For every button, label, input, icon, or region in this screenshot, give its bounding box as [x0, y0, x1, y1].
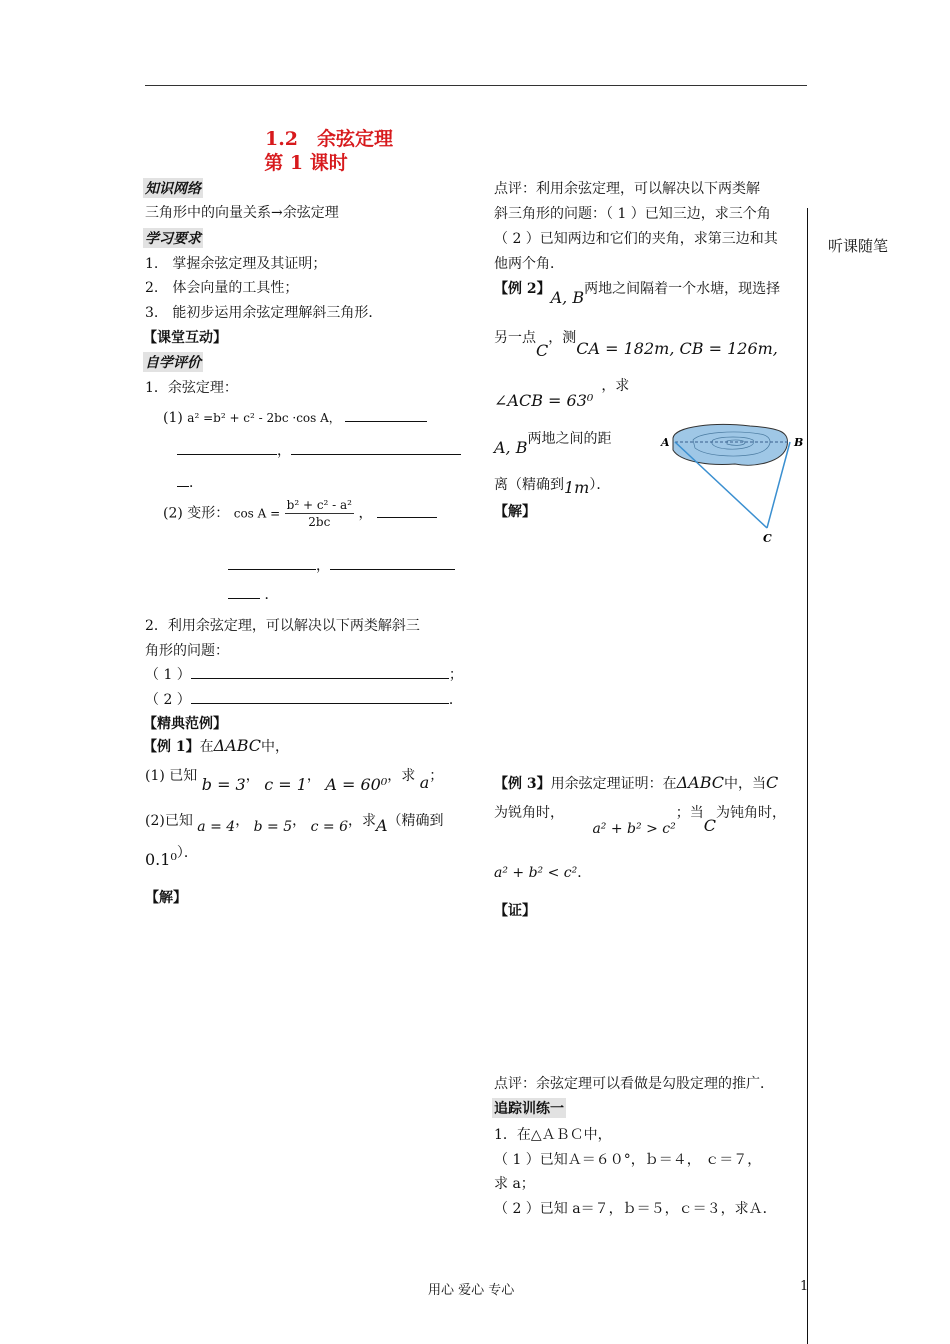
requirement-item: 1. 掌握余弦定理及其证明；: [145, 256, 327, 272]
q2-item-2: （ 2 ） ．: [145, 689, 463, 709]
q1-1-blanks: ，: [177, 440, 461, 460]
tracking-q1-part1-ask: 求 a；: [494, 1176, 535, 1192]
comment-2: 点评：余弦定理可以看做是勾股定理的推广．: [494, 1076, 774, 1092]
answer-blank[interactable]: [191, 664, 449, 679]
answer-blank[interactable]: [345, 407, 427, 422]
tracking-q1-part1: （ 1 ）已知Ａ＝６０°，ｂ＝４， ｃ＝７，: [494, 1152, 762, 1168]
q1-label: 1．余弦定理：: [145, 380, 238, 396]
header-rule: [145, 85, 807, 86]
label-b: B: [794, 436, 804, 449]
side-note: 听课随笔: [828, 237, 889, 255]
pond-figure: [655, 418, 805, 548]
example-3-line1: 【例 3】用余弦定理证明：在ΔABC中，当C: [494, 773, 779, 792]
comment-1-line2: 斜三角形的问题：（ 1 ）已知三边，求三个角: [494, 206, 771, 222]
q1-1-blank-end: ．: [177, 472, 203, 492]
example-2-line5: 离（精确到1m）．: [494, 477, 611, 497]
tracking-heading: 追踪训练一: [492, 1098, 566, 1118]
q2-line1: 2．利用余弦定理，可以解决以下两类解斜三: [145, 618, 420, 634]
example-3-line2: 为锐角时， a² + b² > c²；当C为钝角时，: [494, 805, 786, 837]
example-1-precision: 0.1⁰）．: [145, 845, 198, 869]
requirement-item: 2. 体会向量的工具性；: [145, 280, 299, 296]
footer-motto: 用心 爱心 专心: [428, 1283, 515, 1298]
margin-rule: [807, 208, 808, 1344]
q1-1-line: [163, 407, 427, 426]
answer-blank[interactable]: [228, 555, 316, 570]
page-number: 1: [800, 1279, 809, 1294]
q2-line2: 角形的问题：: [145, 643, 229, 659]
q1-1-label: (1): [163, 410, 183, 426]
knowledge-network-text: 三角形中的向量关系→余弦定理: [145, 205, 339, 221]
solution-label: 【解】: [494, 504, 536, 520]
fraction-denominator: 2bc: [308, 515, 331, 529]
label-c: C: [763, 532, 772, 545]
q1-2-label: (2) 变形：: [163, 505, 230, 522]
q2-item-1: （ 1 ） ；: [145, 664, 463, 684]
cos-lhs: cos A =: [233, 506, 281, 521]
law-of-cosines-formula: a² =b² + c² - 2bc ·cos A，: [187, 411, 341, 425]
page-title: 1.2 余弦定理: [264, 128, 394, 150]
comment-1-line3: （ 2 ）已知两边和它们的夹角，求第三边和其: [494, 231, 778, 247]
answer-blank[interactable]: [177, 440, 277, 455]
answer-blank[interactable]: [330, 555, 455, 570]
example-2-line3: ∠ACB = 63⁰，求: [494, 378, 630, 410]
example-3-line3: a² + b² < c²．: [494, 865, 592, 881]
fraction-numerator: b² + c² - a²: [286, 498, 352, 512]
q1-2-line: (2) 变形： cos A = $\frac{\text{b² + c² - a²}}{2bc}$ ，: [163, 497, 437, 530]
q1-2-blanks: ，: [228, 555, 455, 575]
requirement-item: 3. 能初步运用余弦定理解斜三角形．: [145, 305, 383, 321]
tracking-q1-part2: （ 2 ）已知 a＝７，ｂ＝５，ｃ＝３，求Ａ．: [494, 1201, 777, 1217]
classroom-heading: 【课堂互动】: [143, 330, 227, 346]
page-subtitle: 第 1 课时: [264, 152, 348, 174]
q1-2-blank-end: ．: [228, 584, 278, 604]
label-a: A: [661, 436, 670, 449]
comment-1-line1: 点评：利用余弦定理，可以解决以下两类解: [494, 181, 760, 197]
self-eval-heading: 自学评价: [143, 352, 203, 372]
comment-1-line4: 他两个角．: [494, 256, 564, 272]
example-2-line1: 【例 2】A, B两地之间隔着一个水塘，现选择: [494, 281, 781, 307]
requirements-heading: 学习要求: [143, 228, 203, 248]
examples-heading: 【精典范例】: [143, 716, 227, 732]
example-2-line2: 另一点C，测CA = 182m, CB = 126m,: [494, 330, 778, 360]
proof-label: 【证】: [494, 903, 536, 919]
answer-blank[interactable]: [228, 584, 260, 599]
answer-blank[interactable]: [177, 472, 189, 487]
answer-blank[interactable]: [291, 440, 461, 455]
knowledge-network-heading: 知识网络: [143, 178, 203, 198]
answer-blank[interactable]: [191, 689, 449, 704]
tracking-q1: 1．在△ＡＢＣ中，: [494, 1127, 612, 1143]
cos-fraction: [285, 497, 354, 530]
example-1-part-2: (2)已知 a = 4， b = 5， c = 6，求A（精确到: [145, 813, 444, 835]
answer-blank[interactable]: [377, 503, 437, 518]
example-1: 【例 1】在ΔABC中，: [143, 736, 290, 755]
example-2-line4: A, B两地之间的距: [494, 431, 612, 457]
solution-label: 【解】: [145, 890, 187, 906]
example-1-part-1: (1) 已知 b = 3， c = 1， A = 60⁰，求 a；: [145, 768, 444, 794]
